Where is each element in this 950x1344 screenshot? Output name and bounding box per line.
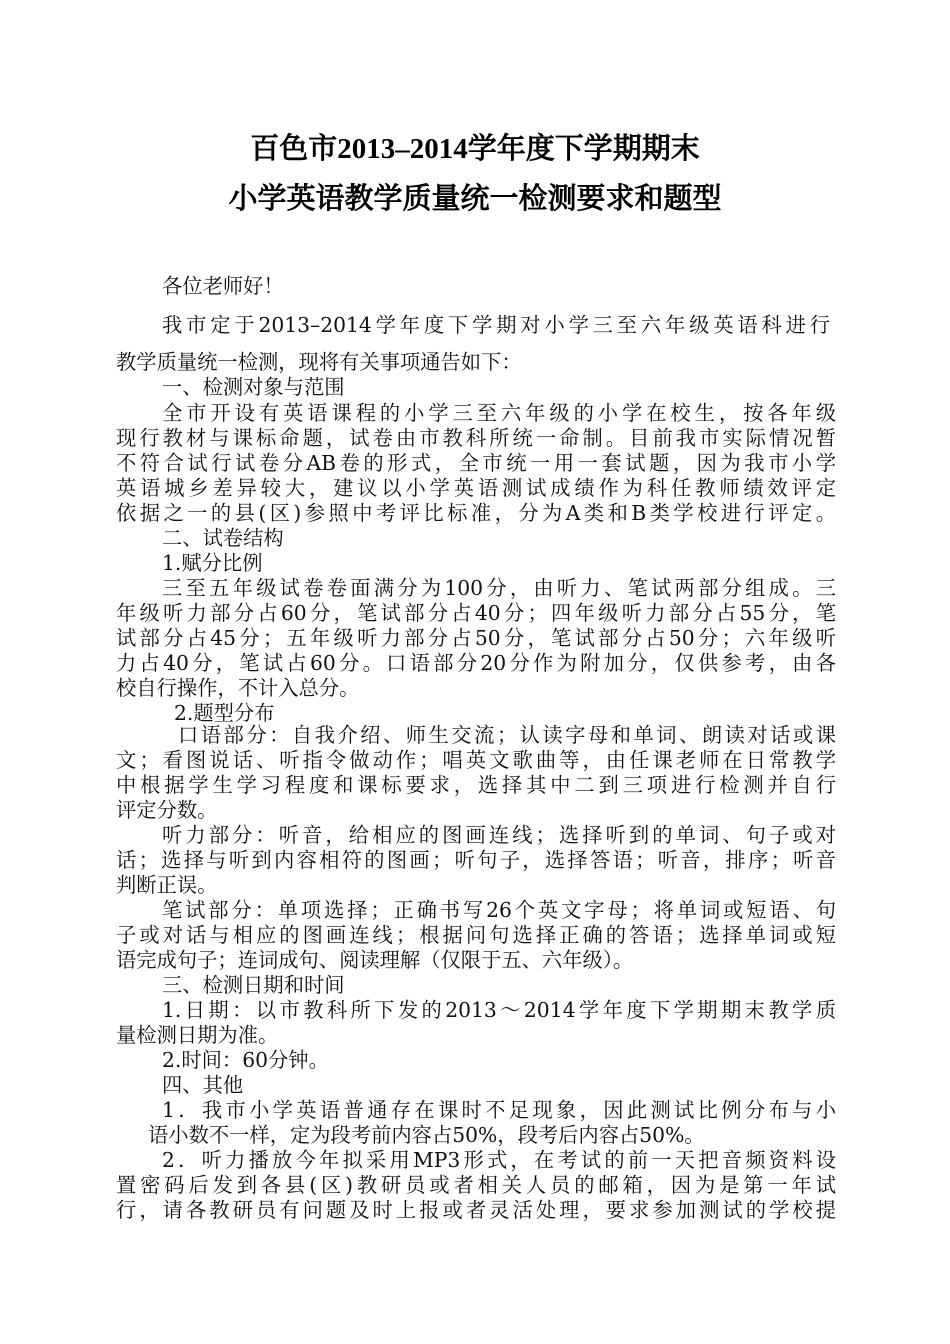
paragraph-line: 依据之一的县(区)参照中考评比标准，分为A类和B类学校进行评定。 [116,501,836,525]
document-title-line-1: 百色市2013–2014学年度下学期期末 [250,133,700,165]
paragraph-line: 1.日期：以市教科所下发的2013～2014学年度下学期期末教学质 [162,998,836,1022]
paragraph-line: 2.时间：60分钟。 [162,1048,329,1072]
subsection-heading: 2.题型分布 [174,701,275,725]
paragraph-line: 听力部分：听音，给相应的图画连线；选择听到的单词、句子或对 [162,823,836,847]
section-heading: 二、试卷结构 [162,526,284,550]
paragraph-line: 子或对话与相应的图画连线；根据问句选择正确的答语；选择单词或短 [116,923,836,947]
paragraph-line: 语小数不一样，定为段考前内容占50%，段考后内容占50%。 [148,1123,705,1147]
paragraph-line: 全市开设有英语课程的小学三至六年级的小学在校生，按各年级 [162,401,836,425]
section-heading: 一、检测对象与范围 [162,375,345,399]
paragraph-line: 年级听力部分占60分，笔试部分占40分；四年级听力部分占55分，笔 [116,601,836,625]
paragraph-line: 笔试部分：单项选择；正确书写26个英文字母；将单词或短语、句 [162,898,836,922]
paragraph-line: 语完成句子；连词成句、阅读理解（仅限于五、六年级）。 [116,948,634,972]
paragraph-line: 力占40分，笔试占60分。口语部分20分作为附加分，仅供参考，由各 [116,651,836,675]
section-heading: 四、其他 [162,1073,244,1097]
paragraph-line: 三至五年级试卷卷面满分为100分，由听力、笔试两部分组成。三 [162,576,836,600]
section-heading: 三、检测日期和时间 [162,973,345,997]
paragraph-line: 量检测日期为准。 [116,1023,279,1047]
document-title-line-2: 小学英语教学质量统一检测要求和题型 [228,183,722,215]
paragraph-line: 话；选择与听到内容相符的图画；听句子，选择答语；听音，排序；听音 [116,848,836,872]
paragraph-line: 英语城乡差异较大，建议以小学英语测试成绩作为科任教师绩效评定 [116,476,836,500]
paragraph-line: 不符合试行试卷分AB卷的形式，全市统一用一套试题，因为我市小学 [116,451,836,475]
paragraph-line: 口语部分：自我介绍、师生交流；认读字母和单词、朗读对话或课 [178,723,836,747]
paragraph-line: 评定分数。 [116,798,218,822]
paragraph-line: 试部分占45分；五年级听力部分占50分，笔试部分占50分；六年级听 [116,626,836,650]
greeting: 各位老师好！ [162,274,284,298]
paragraph-line: 现行教材与课标命题，试卷由市教科所统一命制。目前我市实际情况暂 [116,426,836,450]
paragraph-line: 中根据学生学习程度和课标要求，选择其中二到三项进行检测并自行 [116,773,836,797]
subsection-heading: 1.赋分比例 [162,551,263,575]
intro-line: 教学质量统一检测，现将有关事项通告如下： [116,350,522,374]
paragraph-line: 判断正误。 [116,873,218,897]
paragraph-line: 2．听力播放今年拟采用MP3形式，在考试的前一天把音频资料设 [162,1148,836,1172]
intro-line: 我市定于2013–2014学年度下学期对小学三至六年级英语科进行 [162,313,830,337]
paragraph-line: 置密码后发到各县(区)教研员或者相关人员的邮箱，因为是第一年试 [116,1173,836,1197]
paragraph-line: 文；看图说话、听指令做动作；唱英文歌曲等，由任课老师在日常教学 [116,748,836,772]
paragraph-line: 1．我市小学英语普通存在课时不足现象，因此测试比例分布与小 [162,1098,836,1122]
paragraph-line: 行，请各教研员有问题及时上报或者灵活处理，要求参加测试的学校提 [116,1198,836,1222]
paragraph-line: 校自行操作，不计入总分。 [116,676,360,700]
